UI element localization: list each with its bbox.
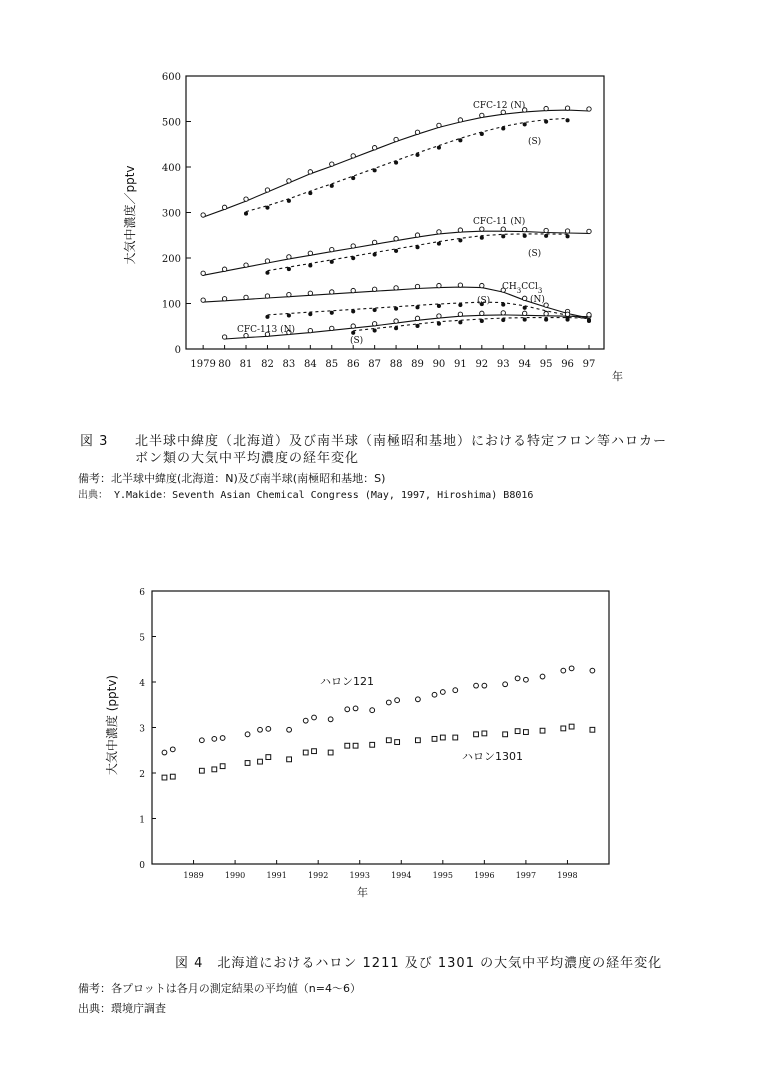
data-point — [220, 764, 225, 769]
data-point — [352, 331, 355, 334]
y-tick-label: 600 — [161, 72, 181, 83]
data-point — [312, 749, 317, 754]
y-axis-label: 大気中濃度 (pptv) — [105, 674, 119, 776]
x-tick-label: 96 — [561, 359, 574, 370]
x-tick-label: 83 — [282, 359, 296, 370]
data-point — [222, 205, 226, 209]
y-tick-label: 300 — [161, 208, 181, 220]
data-point — [351, 154, 355, 158]
data-point — [587, 318, 590, 321]
data-point — [474, 683, 479, 688]
data-point — [503, 732, 508, 737]
y-tick-label: 200 — [161, 254, 181, 265]
data-point — [395, 740, 400, 745]
x-tick-label: 1990 — [224, 871, 246, 880]
data-point — [287, 757, 292, 762]
data-point — [287, 292, 291, 296]
series-label: CFC-11 (N) — [473, 217, 526, 227]
figure3-caption-line2: ボン類の大気中平均濃度の経年変化 — [135, 451, 360, 466]
data-point — [330, 290, 334, 294]
data-point — [308, 170, 312, 174]
data-point — [503, 682, 508, 687]
data-point — [540, 728, 545, 733]
series-label: (S) — [477, 296, 491, 306]
data-point — [287, 727, 292, 732]
data-point — [482, 683, 487, 688]
data-point — [351, 244, 355, 248]
data-point — [394, 327, 397, 330]
data-point — [437, 304, 440, 307]
data-point — [220, 736, 225, 741]
x-tick-label: 81 — [239, 359, 253, 370]
y-tick-label: 1 — [139, 815, 145, 826]
data-point — [394, 161, 397, 164]
data-point — [287, 199, 290, 202]
x-tick-label: 85 — [325, 359, 339, 370]
x-tick-label: 1996 — [474, 871, 495, 880]
data-point — [351, 324, 355, 328]
data-point — [480, 236, 483, 239]
data-point — [459, 303, 462, 306]
data-point — [480, 319, 483, 322]
data-point — [199, 738, 204, 743]
data-point — [245, 761, 250, 766]
x-tick-label: 87 — [368, 359, 382, 370]
y-axis-label: 大気中濃度／pptv — [123, 165, 137, 265]
data-point — [587, 107, 591, 111]
data-point — [522, 311, 526, 315]
data-point — [523, 234, 526, 237]
data-point — [480, 113, 484, 117]
data-point — [352, 310, 355, 313]
y-tick-label: 400 — [161, 163, 181, 174]
data-point — [501, 311, 505, 315]
x-tick-label: 1997 — [515, 871, 537, 880]
data-point — [522, 296, 526, 300]
data-point — [330, 260, 333, 263]
data-point — [480, 283, 484, 287]
data-point — [522, 227, 526, 231]
data-point — [287, 179, 291, 183]
x-tick-label: 93 — [496, 359, 510, 370]
data-point — [170, 774, 175, 779]
data-point — [415, 233, 419, 237]
data-point — [266, 755, 271, 760]
data-point — [266, 206, 269, 209]
data-point — [502, 235, 505, 238]
data-point — [265, 259, 269, 263]
y-tick-label: 500 — [161, 117, 181, 129]
series-label: ハロン1301 — [462, 750, 523, 763]
x-tick-label: 1991 — [266, 871, 287, 880]
data-point — [265, 188, 269, 192]
data-point — [308, 328, 312, 332]
data-point — [373, 308, 376, 311]
data-point — [458, 228, 462, 232]
data-point — [415, 284, 419, 288]
y-tick-label: 5 — [139, 633, 145, 644]
data-point — [565, 106, 569, 110]
y-tick-label: 2 — [139, 770, 145, 780]
data-point — [162, 750, 167, 755]
data-point — [328, 717, 333, 722]
data-point — [590, 668, 595, 673]
data-point — [566, 119, 569, 122]
x-tick-label: 95 — [539, 359, 553, 370]
data-point — [523, 318, 526, 321]
data-point — [222, 335, 226, 339]
data-point — [502, 318, 505, 321]
data-point — [308, 291, 312, 295]
x-tick-label: 80 — [218, 359, 231, 370]
data-point — [540, 674, 545, 679]
data-point — [353, 706, 358, 711]
data-point — [416, 153, 419, 156]
data-point — [565, 312, 569, 316]
data-point — [201, 271, 205, 275]
x-tick-label: 89 — [411, 359, 424, 370]
data-point — [502, 303, 505, 306]
data-point — [590, 727, 595, 732]
x-tick-label: 91 — [454, 359, 467, 370]
data-point — [308, 251, 312, 255]
data-point — [480, 227, 484, 231]
data-point — [569, 666, 574, 671]
data-point — [432, 692, 437, 697]
y-tick-label: 3 — [139, 724, 145, 735]
data-point — [394, 249, 397, 252]
data-point — [353, 743, 358, 748]
series-label: (S) — [528, 137, 542, 147]
x-tick-label: 1998 — [557, 871, 578, 880]
data-point — [330, 247, 334, 251]
data-point — [287, 268, 290, 271]
y-tick-label: 6 — [139, 588, 145, 598]
figure4-note: 備考：各プロットは各月の測定結果の平均値（n=4～6） — [78, 982, 361, 995]
data-point — [330, 162, 334, 166]
data-point — [515, 676, 520, 681]
data-point — [351, 288, 355, 292]
data-point — [437, 314, 441, 318]
data-point — [201, 213, 205, 217]
data-point — [544, 106, 548, 110]
data-point — [245, 732, 250, 737]
data-point — [565, 229, 569, 233]
data-point — [373, 253, 376, 256]
series-line — [246, 118, 568, 211]
data-point — [244, 197, 248, 201]
data-point — [482, 731, 487, 736]
data-point — [244, 263, 248, 267]
data-point — [222, 267, 226, 271]
data-point — [199, 768, 204, 773]
x-tick-label: 97 — [582, 359, 596, 370]
data-point — [309, 313, 312, 316]
data-point — [453, 735, 458, 740]
data-point — [386, 700, 391, 705]
data-point — [502, 127, 505, 130]
data-point — [394, 237, 398, 241]
data-point — [201, 298, 205, 302]
data-point — [373, 329, 376, 332]
data-point — [524, 677, 529, 682]
data-point — [370, 708, 375, 713]
data-point — [458, 283, 462, 287]
data-point — [265, 294, 269, 298]
data-point — [330, 184, 333, 187]
chart-halon-trends — [0, 570, 758, 910]
series-label: (S) — [350, 336, 364, 346]
series-label: CFC-12 (N) — [473, 101, 526, 111]
data-point — [453, 688, 458, 693]
y-tick-label: 0 — [174, 345, 181, 356]
data-point — [587, 229, 591, 233]
data-point — [352, 257, 355, 260]
x-tick-label: 1994 — [391, 871, 412, 880]
figure3-caption-label: 図 3 — [80, 434, 109, 449]
figure4-caption: 図 4 北海道におけるハロン 1211 及び 1301 の大気中平均濃度の経年変化 — [175, 956, 663, 971]
data-point — [415, 738, 420, 743]
x-tick-label: 84 — [303, 359, 317, 370]
y-tick-label: 4 — [139, 679, 145, 689]
x-tick-label: 1989 — [183, 871, 204, 880]
data-point — [523, 306, 526, 309]
data-point — [566, 235, 569, 238]
data-point — [437, 242, 440, 245]
data-point — [303, 750, 308, 755]
data-point — [162, 775, 167, 780]
data-point — [287, 314, 290, 317]
series-label: (S) — [528, 249, 542, 259]
figure4-source: 出典：環境庁調査 — [78, 1002, 166, 1015]
data-point — [515, 729, 520, 734]
data-point — [394, 307, 397, 310]
data-point — [309, 264, 312, 267]
data-point — [458, 312, 462, 316]
data-point — [266, 271, 269, 274]
data-point — [501, 227, 505, 231]
data-point — [440, 690, 445, 695]
data-point — [372, 146, 376, 150]
data-point — [569, 724, 574, 729]
data-point — [345, 707, 350, 712]
y-tick-label: 100 — [161, 299, 181, 311]
data-point — [394, 286, 398, 290]
data-point — [212, 736, 217, 741]
data-point — [394, 137, 398, 141]
data-point — [394, 319, 398, 323]
data-point — [287, 255, 291, 259]
x-tick-label: 1992 — [308, 871, 329, 880]
x-axis-label: 年 — [612, 370, 623, 383]
x-tick-label: 90 — [432, 359, 446, 370]
data-point — [244, 212, 247, 215]
data-point — [415, 697, 420, 702]
x-tick-label: 82 — [261, 359, 274, 370]
series-label: (N) — [530, 295, 545, 305]
data-point — [415, 130, 419, 134]
data-point — [372, 287, 376, 291]
data-point — [440, 735, 445, 740]
data-point — [437, 123, 441, 127]
data-point — [303, 718, 308, 723]
data-point — [416, 324, 419, 327]
data-point — [432, 736, 437, 741]
data-point — [372, 240, 376, 244]
data-point — [459, 321, 462, 324]
data-point — [437, 322, 440, 325]
plot-frame — [152, 591, 609, 864]
x-tick-label: 1993 — [349, 871, 370, 880]
data-point — [266, 726, 271, 731]
x-axis-label: 年 — [357, 886, 368, 899]
series-label: ハロン121 — [320, 675, 374, 688]
data-point — [258, 759, 263, 764]
data-point — [459, 139, 462, 142]
data-point — [345, 743, 350, 748]
figure3-note: 備考：北半球中緯度(北海道：N)及び南半球(南極昭和基地：S) — [78, 472, 386, 485]
chart-cfc-trends — [0, 0, 758, 400]
data-point — [309, 192, 312, 195]
x-tick-label: 1979 — [190, 359, 216, 370]
data-point — [370, 742, 375, 747]
data-point — [587, 312, 591, 316]
data-point — [545, 234, 548, 237]
data-point — [373, 169, 376, 172]
series-label: $CH_3CCl_3$ — [502, 282, 543, 295]
data-point — [459, 239, 462, 242]
figure3-caption-line1: 北半球中緯度（北海道）及び南半球（南極昭和基地）における特定フロン等ハロカー — [135, 434, 668, 449]
data-point — [170, 747, 175, 752]
data-point — [544, 228, 548, 232]
data-point — [386, 738, 391, 743]
data-point — [480, 132, 483, 135]
data-point — [416, 246, 419, 249]
data-point — [328, 750, 333, 755]
data-point — [545, 318, 548, 321]
data-point — [330, 311, 333, 314]
series-label: CFC-113 (N) — [237, 325, 295, 335]
figure3-source: 出典： Y.Makide：Seventh Asian Chemical Congress (May, 1997, Hiroshima) B8016 — [78, 490, 534, 501]
data-point — [480, 311, 484, 315]
x-tick-label: 86 — [346, 359, 360, 370]
x-tick-label: 1995 — [432, 871, 453, 880]
data-point — [545, 120, 548, 123]
data-point — [415, 316, 419, 320]
data-point — [330, 326, 334, 330]
data-point — [244, 295, 248, 299]
data-point — [212, 767, 217, 772]
data-point — [566, 318, 569, 321]
data-point — [523, 123, 526, 126]
data-point — [352, 177, 355, 180]
data-point — [416, 306, 419, 309]
data-point — [544, 312, 548, 316]
data-point — [395, 698, 400, 703]
data-point — [458, 118, 462, 122]
x-tick-label: 92 — [475, 359, 489, 370]
data-point — [437, 146, 440, 149]
data-point — [524, 730, 529, 735]
data-point — [561, 726, 566, 731]
y-tick-label: 0 — [139, 861, 145, 871]
data-point — [561, 668, 566, 673]
data-point — [474, 732, 479, 737]
data-point — [437, 283, 441, 287]
data-point — [258, 727, 263, 732]
data-point — [372, 322, 376, 326]
data-point — [222, 297, 226, 301]
data-point — [437, 230, 441, 234]
data-point — [266, 315, 269, 318]
data-point — [312, 715, 317, 720]
x-tick-label: 94 — [518, 359, 532, 370]
x-tick-label: 88 — [389, 359, 403, 370]
